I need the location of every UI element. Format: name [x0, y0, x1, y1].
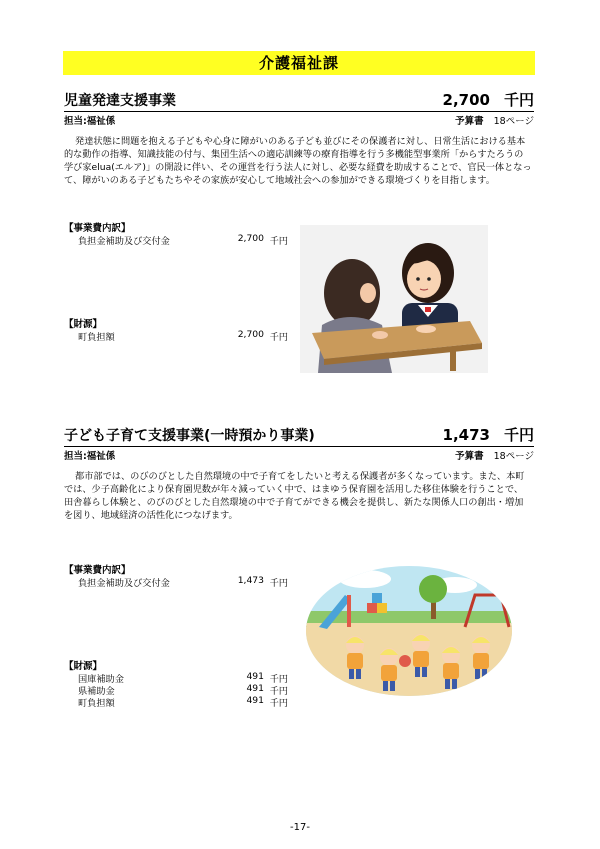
consultation-illustration	[300, 225, 488, 373]
section2-meta	[64, 448, 534, 461]
section2-funding-item: 国庫補助金 491 千円	[78, 671, 288, 685]
section1-header	[64, 90, 534, 110]
section2-funding-heading: 【財源】	[64, 661, 103, 672]
section1-divider	[64, 111, 534, 112]
section2-title: 子ども子育て支援事業(一時預かり事業)	[64, 428, 315, 444]
section1-breakdown-heading: 【事業費内訳】	[64, 223, 131, 234]
section1-funding-item: 町負担額 2,700 千円	[78, 329, 288, 343]
kindergarten-playground-illustration	[305, 565, 513, 697]
section1-title: 児童発達支援事業	[64, 93, 176, 109]
section2-funding-item: 町負担額 491 千円	[78, 695, 288, 709]
section1-funding-heading: 【財源】	[64, 319, 103, 330]
section2-divider	[64, 446, 534, 447]
department-banner	[63, 51, 535, 75]
section2-header	[64, 425, 534, 445]
page-number: -17-	[290, 822, 310, 833]
section2-amount: 1,473 千円	[442, 426, 534, 444]
section1-responsible: 担当:福祉係	[64, 116, 116, 127]
section2-breakdown-item: 負担金補助及び交付金 1,473 千円	[78, 575, 288, 589]
section2-funding-item: 県補助金 491 千円	[78, 683, 288, 697]
section2-responsible: 担当:福祉係	[64, 451, 116, 462]
section1-description: 発達状態に問題を抱える子どもや心身に障がいのある子ども並びにその保護者に対し、日常生活における基本的な動作の指導、知識技能の付与、集団生活への適応訓練等の療育指導を行う多機能型事業所「からすたろうの学び家elua(エルア)」の開設に伴い、その運営を行う法人に対し、必要な経費を助成することで、官民一体となって、障がいのある子どもたちやその家族が安心して地域社会への参加ができる環境づくりを目指します。	[64, 136, 532, 186]
section1-meta	[64, 113, 534, 126]
section2-description: 都市部では、のびのびとした自然環境の中で子育てをしたいと考える保護者が多くなっています。また、本町では、少子高齢化により保育園児数が年々減っていく中で、はまゆう保育園を活用した移住体験を行うことで、田舎暮らし体験と、のびのびとした自然環境の中で子育てができる機会を提供し、新たな関係人口の創出・増加を図り、地域経済の活性化につなげます。	[64, 471, 525, 521]
section2-budget-ref: 予算書 18ページ	[455, 451, 534, 462]
section2-breakdown-heading: 【事業費内訳】	[64, 565, 131, 576]
section1-budget-ref: 予算書 18ページ	[455, 116, 534, 127]
section1-breakdown-item: 負担金補助及び交付金 2,700 千円	[78, 233, 288, 247]
department-title: 介護福祉課	[258, 54, 339, 72]
section1-amount: 2,700 千円	[442, 91, 534, 109]
